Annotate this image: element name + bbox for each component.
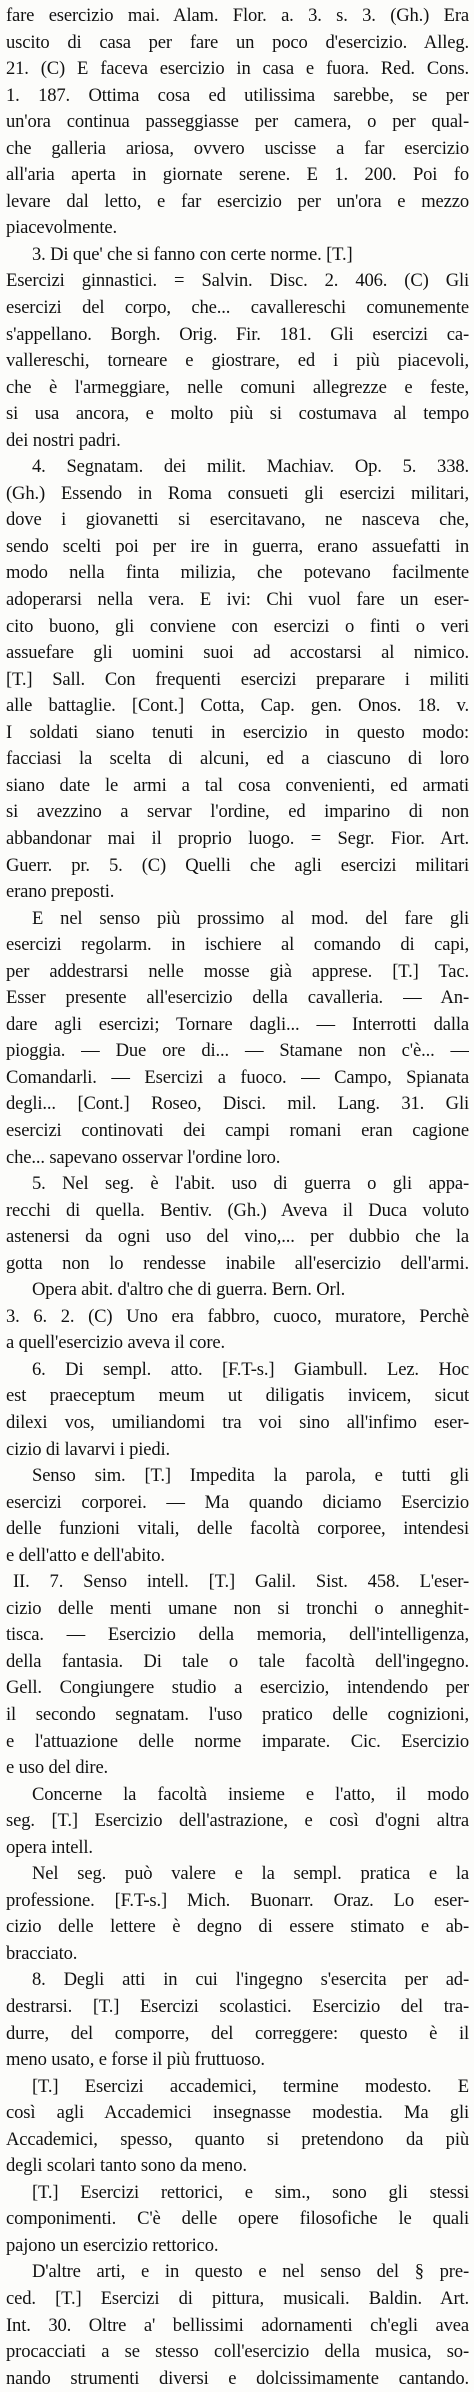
text-line: professione. [F.T-s.] Mich. Buonarr. Oraz. Lo eser-	[6, 1889, 469, 1911]
text-line: astenersi da ogni uso del vino,... per dubbio che la	[6, 1226, 469, 1248]
text-line: Gell. Congiungere studio a esercizio, intendendo per	[6, 1677, 469, 1699]
text-line: [T.] Esercizi accademici, termine modesto. E	[32, 2075, 469, 2097]
text-line: Esercizi ginnastici. = Salvin. Disc. 2. 406. (C) Gli	[6, 270, 469, 292]
text-line: durre, del comporre, del correggere: questo è il	[6, 2022, 469, 2044]
text-line: gotta non lo rendesse inabile all'esercizio dell'armi.	[6, 1252, 469, 1274]
text-line: Senso sim. [T.] Impedita la parola, e tutti gli	[32, 1465, 469, 1487]
text-line: sendo scelti poi per ire in guerra, erano assuefatti in	[6, 535, 469, 557]
text-line: destrarsi. [T.] Esercizi scolastici. Esercizio del tra-	[6, 1996, 469, 2018]
text-line: e uso del dire.	[6, 1757, 109, 1779]
text-line: 5. Nel seg. è l'abit. uso di guerra o gli appa-	[32, 1173, 469, 1195]
text-line: E nel senso più prossimo al mod. del fare gli	[32, 907, 469, 929]
text-line: facciasi la scelta di alcuni, ed a ciascuno di loro	[6, 748, 469, 770]
text-line: piacevolmente.	[6, 217, 117, 239]
text-line: dove i giovanetti si esercitavano, ne nasceva che,	[6, 509, 469, 531]
text-line: cizio delle menti umane non si tronchi o anneghit-	[6, 1597, 469, 1619]
text-line: meno usato, e forse il più fruttuoso.	[6, 2049, 265, 2071]
text-line: siano date le armi a tal cosa convenienti, ed armati	[6, 774, 469, 796]
text-line: a quell'esercizio aveva il core.	[6, 1332, 225, 1354]
text-line: per addestrarsi nelle mosse già apprese. [T.] Tac.	[6, 960, 469, 982]
text-line: ced. [T.] Esercizi di pittura, musicali. Baldin. Art.	[6, 2288, 469, 2310]
text-line: assuefare gli uomini suoi ad accostarsi al nimico.	[6, 642, 469, 664]
text-line: il secondo segnatam. l'uso pratico delle cognizioni,	[6, 1704, 469, 1725]
text-line: Guerr. pr. 5. (C) Quelli che agli esercizi militari	[6, 854, 469, 876]
text-line: Int. 30. Oltre a' bellissimi adornamenti ch'egli avea	[6, 2314, 469, 2336]
text-line: cizio delle lettere è degno di essere stimato e ab-	[6, 1916, 469, 1938]
text-line: dei nostri padri.	[6, 429, 121, 451]
text-line: 3. Di que' che si fanno con certe norme. [T.]	[32, 243, 353, 265]
text-line: degli scolari tanto sono da meno.	[6, 2155, 247, 2177]
text-line: erano preposti.	[6, 881, 115, 903]
text-line: pioggia. — Due ore di... — Stamane non c'è... —	[6, 1040, 469, 1062]
text-line: e dell'atto e dell'abito.	[6, 1544, 165, 1566]
text-line: che galleria ariosa, ovvero uscisse a far esercizio	[6, 137, 469, 159]
text-line: degli... [Cont.] Roseo, Disci. mil. Lang. 31. Gli	[6, 1093, 469, 1115]
text-line: cizio di lavarvi i piedi.	[6, 1438, 171, 1460]
text-line: così agli Accademici insegnasse modestia. Ma gli	[6, 2102, 469, 2124]
text-line: un'ora continua passeggiasse per camera, o per qual-	[6, 111, 469, 133]
text-line: 21. (C) E faceva esercizio in casa e fuora. Red. Cons.	[6, 58, 469, 80]
text-line: Accademici, spesso, quanto si pretendono da più	[6, 2128, 469, 2150]
text-line: adoperarsi nella vera. E ivi: Chi vuol fare un eser-	[6, 589, 469, 611]
text-line: all'aria aperta in giornate serene. E 1. 200. Poi fo	[6, 164, 469, 186]
text-line: Esser presente all'esercizio della cavalleria. — An-	[6, 987, 469, 1009]
text-line: bracciato.	[6, 1942, 78, 1964]
text-line: 6. Di sempl. atto. [F.T-s.] Giambull. Lez. Hoc	[32, 1358, 469, 1380]
text-line: opera intell.	[6, 1836, 93, 1858]
text-line: uscito di casa per fare un poco d'esercizio. Alleg.	[6, 31, 469, 53]
text-line: II. 7. Senso intell. [T.] Galil. Sist. 458. L'eser-	[13, 1571, 469, 1593]
text-line: Opera abit. d'altro che di guerra. Bern. Orl.	[32, 1279, 346, 1301]
text-line: della fantasia. Di tale o tale facoltà dell'ingegno.	[6, 1650, 469, 1672]
text-line: I soldati siano tenuti in esercizio in questo modo:	[6, 721, 469, 743]
text-line: [T.] Esercizi rettorici, e sim., sono gli stessi	[32, 2181, 469, 2203]
text-line: esercizi regolarm. in ischiere al comando di capi,	[6, 934, 469, 956]
text-line: delle funzioni vitali, delle facoltà corporee, intendesi	[6, 1518, 469, 1540]
text-line: cito buono, gli conviene con esercizi o finti o veri	[6, 615, 469, 637]
text-line: esercizi continovati dei campi romani eran cagione	[6, 1119, 469, 1141]
text-line: esercizi del corpo, che... cavallereschi comunemente	[6, 297, 469, 319]
text-line: (Gh.) Essendo in Roma consueti gli esercizi militari,	[6, 482, 469, 504]
text-line: 8. Degli atti in cui l'ingegno s'esercita per ad-	[32, 1969, 469, 1991]
text-line: abbandonar mai il proprio luogo. = Segr. Fior. Art.	[6, 827, 469, 849]
text-line: levare dal letto, e far esercizio per un'ora e mezzo	[6, 190, 469, 212]
text-line: tisca. — Esercizio della memoria, dell'intelligenza,	[6, 1624, 469, 1646]
text-line: 1. 187. Ottima cosa ed utilissima sarebbe, se per	[6, 84, 469, 106]
text-line: [T.] Sall. Con frequenti esercizi preparare i militi	[6, 668, 469, 690]
text-line: esercizi corporei. — Ma quando diciamo Esercizio	[6, 1491, 469, 1513]
text-line: recchi di quella. Bentiv. (Gh.) Aveva il Duca voluto	[6, 1199, 469, 1221]
text-line: Comandarli. — Esercizi a fuoco. — Campo, Spianata	[6, 1066, 469, 1088]
text-line: si usa ancora, e molto più si costumava al tempo	[6, 403, 469, 425]
text-line: s'appellano. Borgh. Orig. Fir. 181. Gli esercizi ca-	[6, 323, 469, 345]
text-line: nando strumenti diversi e dolcissimamente cantando.	[6, 2367, 469, 2389]
text-line: pajono un esercizio rettorico.	[6, 2234, 219, 2256]
text-line: si avezzino a servar l'ordine, ed imparino di non	[6, 801, 469, 823]
text-line: D'altre arti, e in questo e nel senso del § pre-	[32, 2261, 469, 2283]
text-line: vallereschi, torneare e giostrare, ed i più piacevoli,	[6, 350, 469, 372]
text-line: e l'attuazione delle norme imparate. Cic. Esercizio	[6, 1730, 469, 1752]
text-line: 4. Segnatam. dei milit. Machiav. Op. 5. 338.	[32, 456, 469, 478]
text-line: procacciati a se stesso coll'esercizio della musica, so-	[6, 2341, 469, 2363]
text-line: componimenti. C'è delle opere filosofiche le quali	[6, 2208, 469, 2230]
text-line: che è l'armeggiare, nelle comuni allegrezze e feste,	[6, 376, 469, 398]
text-line: 3. 6. 2. (C) Uno era fabbro, cuoco, muratore, Perchè	[6, 1305, 469, 1327]
text-line: che... sapevano osservar l'ordine loro.	[6, 1146, 281, 1168]
text-line: dilexi vos, umiliandomi tra voi sino all'infimo eser-	[6, 1411, 469, 1433]
text-line: modo nella finta milizia, che potevano facilmente	[6, 562, 469, 584]
text-line: seg. [T.] Esercizio dell'astrazione, e così d'ogni altra	[6, 1810, 469, 1832]
text-line: fare esercizio mai. Alam. Flor. a. 3. s. 3. (Gh.) Era	[6, 5, 469, 26]
text-line: Concerne la facoltà insieme e l'atto, il modo	[32, 1783, 469, 1805]
text-line: alle battaglie. [Cont.] Cotta, Cap. gen. Onos. 18. v.	[6, 695, 469, 717]
text-line: dare agli esercizi; Tornare dagli... — Interrotti dalla	[6, 1013, 469, 1035]
text-line: Nel seg. può valere e la sempl. pratica e la	[32, 1863, 469, 1885]
text-line: est praeceptum meum ut diligatis invicem, sicut	[6, 1385, 469, 1407]
